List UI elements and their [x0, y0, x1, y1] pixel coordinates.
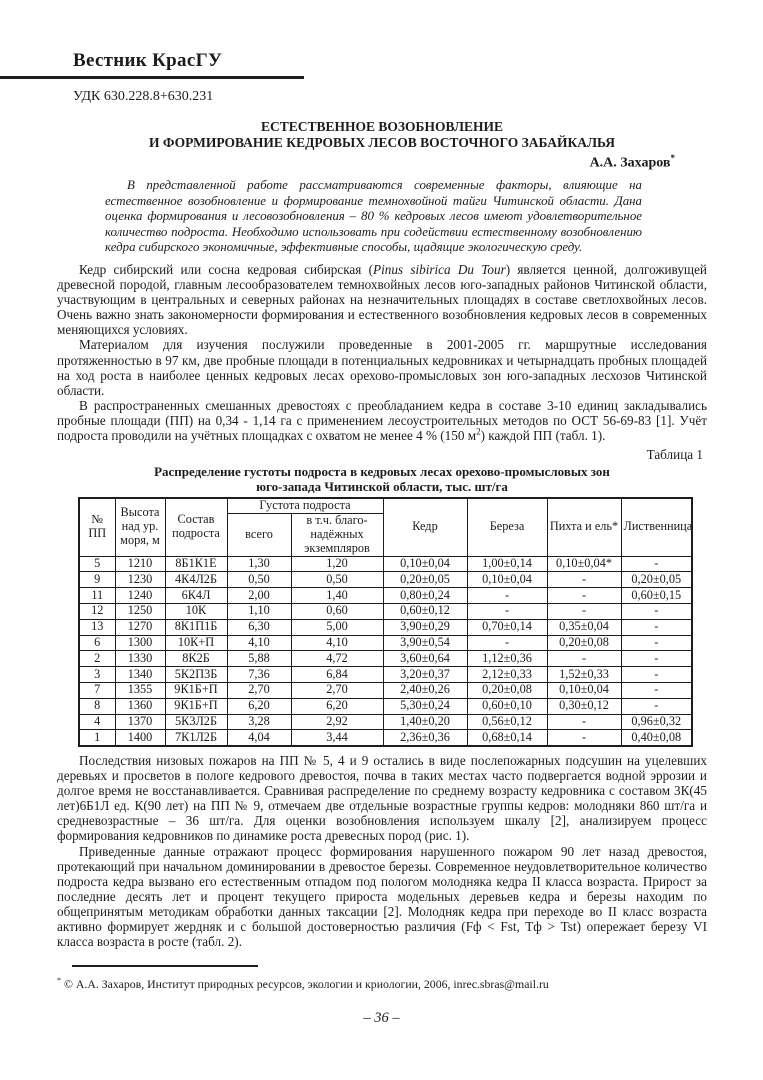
abstract: В представленной работе рассматриваются современные факторы, влияющие на естественное возобновление и формирование темнохвойной тайги Читинской области. Дана оценка формирования и лесовозобновления – 80 % кедровых лесов имеют удовлетворительное количество подроста. Необходимо использовать при содействии естественному возобновлению кедра сибирского экономичные, эффективные способы, щадящие экологическую среду.: [105, 178, 642, 255]
table-cell: 6К4Л: [165, 588, 227, 604]
paragraph-1: [57, 262, 707, 337]
table-cell: 3,90±0,54: [383, 635, 467, 651]
footnote-text: © А.А. Захаров, Институт природных ресурсов, экологии и криологии, 2006, inrec.sbras@mail.ru: [63, 976, 549, 991]
table-cell: -: [547, 588, 621, 604]
table-cell: 0,10±0,04*: [547, 556, 621, 572]
header-pp: № ПП: [79, 498, 115, 556]
table-cell: 12: [79, 604, 115, 620]
table-caption: [57, 464, 707, 494]
header-reliable: в т.ч. благо-надёжных экземпляров: [291, 513, 383, 556]
table-cell: 0,68±0,14: [467, 730, 547, 746]
table-cell: -: [621, 619, 692, 635]
table-cell: 0,70±0,14: [467, 619, 547, 635]
table-cell: 2,00: [227, 588, 291, 604]
article-title-line1: ЕСТЕСТВЕННОЕ ВОЗОБНОВЛЕНИЕ: [260, 119, 504, 134]
table-cell: 1,10: [227, 604, 291, 620]
footnote: [57, 976, 707, 992]
body-text-top: [57, 262, 707, 443]
table-row: [79, 667, 692, 683]
masthead-rule: [0, 76, 304, 79]
table-cell: 13: [79, 619, 115, 635]
paragraph-3-pre: В распространенных смешанных древостоях с преобладанием кедра в составе 3-10 единиц закладывались пробные площади (ПП) на 0,34 - 1,14 га с применением лесоустроительных методов по ОСТ 56-69-83 [1]. Учёт подроста проводили на учётных площадках с охватом не менее 4 % (150 м: [57, 397, 707, 444]
table-cell: -: [621, 698, 692, 714]
table-cell: 6,30: [227, 619, 291, 635]
table-cell: 1,30: [227, 556, 291, 572]
subgrowth-density-table: [78, 497, 693, 747]
table-row: [79, 714, 692, 730]
table-row: [79, 556, 692, 572]
table-cell: 4К4Л2Б: [165, 572, 227, 588]
table-cell: 0,10±0,04: [467, 572, 547, 588]
paragraph-3: [57, 398, 707, 443]
table-body: [79, 556, 692, 746]
table-cell: 7К1Л2Б: [165, 730, 227, 746]
table-cell: 0,40±0,08: [621, 730, 692, 746]
table-cell: 1,40: [291, 588, 383, 604]
header-kedr: Кедр: [383, 498, 467, 556]
paragraph-3-post: ) каждой ПП (табл. 1).: [480, 428, 606, 444]
table-cell: 10К: [165, 604, 227, 620]
table-cell: 1230: [115, 572, 165, 588]
table-cell: -: [621, 556, 692, 572]
author-name: А.А. Захаров: [589, 155, 671, 171]
table-cell: 3,60±0,64: [383, 651, 467, 667]
table-cell: 8Б1К1Е: [165, 556, 227, 572]
table-caption-line1: Распределение густоты подроста в кедровых лесах орехово-промысловых зон: [154, 464, 610, 479]
table-cell: 7: [79, 683, 115, 699]
table-cell: 5К3Л2Б: [165, 714, 227, 730]
table-cell: -: [621, 683, 692, 699]
table-cell: -: [547, 714, 621, 730]
paragraph-5: Приведенные данные отражают процесс формирования нарушенного пожаром 90 лет назад древостоя, протекающий при начальном доминировании в древостое березы. Современное неудовлетворительное количество подроста кедра вызвано его естественным отпадом под пологом молодняка кедра II класса возраста. Прирост за последние десять лет и процент текущего прироста модельных деревьев кедра и березы находим по общепринятым методикам обработки данных таксации [2]. Молодняк кедра при переходе во II класс возраста активно формирует жердняк и с большой достоверностью различия (Fф < Fst, Tф > Tst) опережает березу VI класса возраста в росте (табл. 2).: [57, 843, 707, 950]
udk-code: УДК 630.228.8+630.231: [73, 89, 214, 104]
table-cell: 2: [79, 651, 115, 667]
article-title-line2: И ФОРМИРОВАНИЕ КЕДРОВЫХ ЛЕСОВ ВОСТОЧНОГО ЗАБАЙКАЛЬЯ: [148, 135, 616, 150]
header-listvennica: Лиственница: [621, 498, 692, 556]
table-cell: 1,52±0,33: [547, 667, 621, 683]
table-cell: 0,10±0,04: [547, 683, 621, 699]
table-row: [79, 588, 692, 604]
table-cell: 8К1П1Б: [165, 619, 227, 635]
table-row: [79, 651, 692, 667]
author-note-mark: *: [670, 153, 675, 163]
table-label: Таблица 1: [646, 447, 703, 462]
table-cell: 0,20±0,08: [547, 635, 621, 651]
table-cell: -: [547, 572, 621, 588]
table-cell: 1400: [115, 730, 165, 746]
journal-masthead: Вестник КрасГУ: [73, 50, 223, 71]
table-cell: 2,36±0,36: [383, 730, 467, 746]
table-cell: 1330: [115, 651, 165, 667]
table-cell: 1240: [115, 588, 165, 604]
table-cell: 0,60±0,15: [621, 588, 692, 604]
table-row: [79, 604, 692, 620]
table-cell: 1: [79, 730, 115, 746]
table-row: [79, 683, 692, 699]
table-cell: 0,20±0,08: [467, 683, 547, 699]
table-cell: 4,10: [291, 635, 383, 651]
table-cell: 9: [79, 572, 115, 588]
table-cell: 0,80±0,24: [383, 588, 467, 604]
table-cell: -: [467, 588, 547, 604]
header-pihta: Пихта и ель*: [547, 498, 621, 556]
page-number: – 36 –: [363, 1010, 400, 1026]
table-cell: 9К1Б+П: [165, 698, 227, 714]
table-cell: 1,20: [291, 556, 383, 572]
table-cell: 2,70: [227, 683, 291, 699]
footnote-rule: [72, 965, 258, 967]
table-cell: 5,30±0,24: [383, 698, 467, 714]
table-cell: 2,12±0,33: [467, 667, 547, 683]
table-cell: -: [621, 635, 692, 651]
table-cell: -: [467, 635, 547, 651]
header-composition: Состав подроста: [165, 498, 227, 556]
table-cell: 2,70: [291, 683, 383, 699]
table-cell: -: [547, 651, 621, 667]
table-cell: 3,90±0,29: [383, 619, 467, 635]
table-cell: 1210: [115, 556, 165, 572]
table-cell: -: [621, 667, 692, 683]
table-row: [79, 635, 692, 651]
table-cell: 3,28: [227, 714, 291, 730]
table-cell: 0,50: [291, 572, 383, 588]
table-cell: 1370: [115, 714, 165, 730]
table-cell: 5,88: [227, 651, 291, 667]
table-cell: 5К2П3Б: [165, 667, 227, 683]
table-cell: 6,84: [291, 667, 383, 683]
table-cell: 6,20: [227, 698, 291, 714]
table-row: [79, 698, 692, 714]
table-cell: -: [547, 730, 621, 746]
table-cell: 1250: [115, 604, 165, 620]
table-cell: 4,04: [227, 730, 291, 746]
table-cell: 4,72: [291, 651, 383, 667]
table-caption-line2: юго-запада Читинской области, тыс. шт/га: [256, 479, 508, 494]
table-row: [79, 619, 692, 635]
table-cell: 0,60±0,12: [383, 604, 467, 620]
table-cell: 5,00: [291, 619, 383, 635]
table-cell: -: [621, 651, 692, 667]
table-cell: 2,40±0,26: [383, 683, 467, 699]
table-cell: 0,60±0,10: [467, 698, 547, 714]
table-cell: 1360: [115, 698, 165, 714]
table-cell: 0,50: [227, 572, 291, 588]
article-title: [57, 119, 707, 151]
table-cell: 1355: [115, 683, 165, 699]
table-cell: 10К+П: [165, 635, 227, 651]
table-cell: -: [467, 604, 547, 620]
table-cell: 1,40±0,20: [383, 714, 467, 730]
table-cell: 4,10: [227, 635, 291, 651]
table-cell: -: [621, 604, 692, 620]
table-row: [79, 572, 692, 588]
header-total: всего: [227, 513, 291, 556]
table-cell: 1300: [115, 635, 165, 651]
table-cell: 8К2Б: [165, 651, 227, 667]
header-density-group: Густота подроста: [227, 498, 383, 513]
header-height: Высота над ур. моря, м: [115, 498, 165, 556]
table-cell: 5: [79, 556, 115, 572]
table-cell: 8: [79, 698, 115, 714]
table-cell: 0,60: [291, 604, 383, 620]
author: [590, 153, 675, 172]
species-latin-name: Pinus sibirica Du Tour: [373, 262, 506, 277]
table-cell: 0,20±0,05: [621, 572, 692, 588]
table-cell: 6,20: [291, 698, 383, 714]
table-cell: 3: [79, 667, 115, 683]
table-cell: 7,36: [227, 667, 291, 683]
table-cell: 0,30±0,12: [547, 698, 621, 714]
table-cell: 1,12±0,36: [467, 651, 547, 667]
paragraph-1-post: ) является ценной, долгоживущей древесной породой, главным лесообразователем темнохвойных лесов юго-западных районов Читинской области, участвующим в центральных и северных районах на незначительных площадях в составе светлохвойных лесов. Очень важно знать закономерности формирования и естественного возобновления кедровых лесов в современных меняющихся условиях.: [57, 262, 707, 338]
footnote-mark: *: [57, 976, 61, 985]
header-bereza: Береза: [467, 498, 547, 556]
table-cell: 0,56±0,12: [467, 714, 547, 730]
table-cell: 11: [79, 588, 115, 604]
table-cell: 0,96±0,32: [621, 714, 692, 730]
paragraph-4: Последствия низовых пожаров на ПП № 5, 4 и 9 остались в виде послепожарных подсушин на уцелевших деревьях и просветов в пологе кедрового древостоя, почва в таких местах часто подвергается водной эррозии и долгое время не восстанавливается. Сравнивая распределение по среднему возрасту кедровника с составом 3К(45 лет)6Б1Л ед. К(90 лет) на ПП № 9, отмечаем две отдельные возрастные группы кедров: молодняки 860 шт/га и средневозрастные – 36 шт/га. Для оценки возобновления используем шкалу [2], анализируем процесс формирования кедровников по динамике роста древесных пород (рис. 1).: [57, 753, 707, 844]
table-cell: 1340: [115, 667, 165, 683]
table-cell: 3,20±0,37: [383, 667, 467, 683]
table-cell: 9К1Б+П: [165, 683, 227, 699]
table-cell: 0,20±0,05: [383, 572, 467, 588]
table-cell: 4: [79, 714, 115, 730]
table-cell: 2,92: [291, 714, 383, 730]
square-meter-superscript: 2: [476, 426, 481, 437]
table-cell: 1,00±0,14: [467, 556, 547, 572]
table-header: [79, 498, 692, 556]
table-row: [79, 730, 692, 746]
body-text-bottom: [57, 753, 707, 949]
table-cell: 1270: [115, 619, 165, 635]
table-cell: 0,35±0,04: [547, 619, 621, 635]
paragraph-2: Материалом для изучения послужили проведенные в 2001-2005 гг. маршрутные исследования протяженностью в 97 км, две пробные площади в потенциальных кедровниках и четырнадцать пробных площадей на ход роста в наиболее ценных кедровых лесах орехово-промысловых зон юго-западных лесхозов Читинской области.: [57, 337, 707, 398]
paragraph-1-pre: Кедр сибирский или сосна кедровая сибирская (: [79, 262, 374, 277]
table-cell: 6: [79, 635, 115, 651]
table-cell: -: [547, 604, 621, 620]
table-cell: 0,10±0,04: [383, 556, 467, 572]
table-cell: 3,44: [291, 730, 383, 746]
